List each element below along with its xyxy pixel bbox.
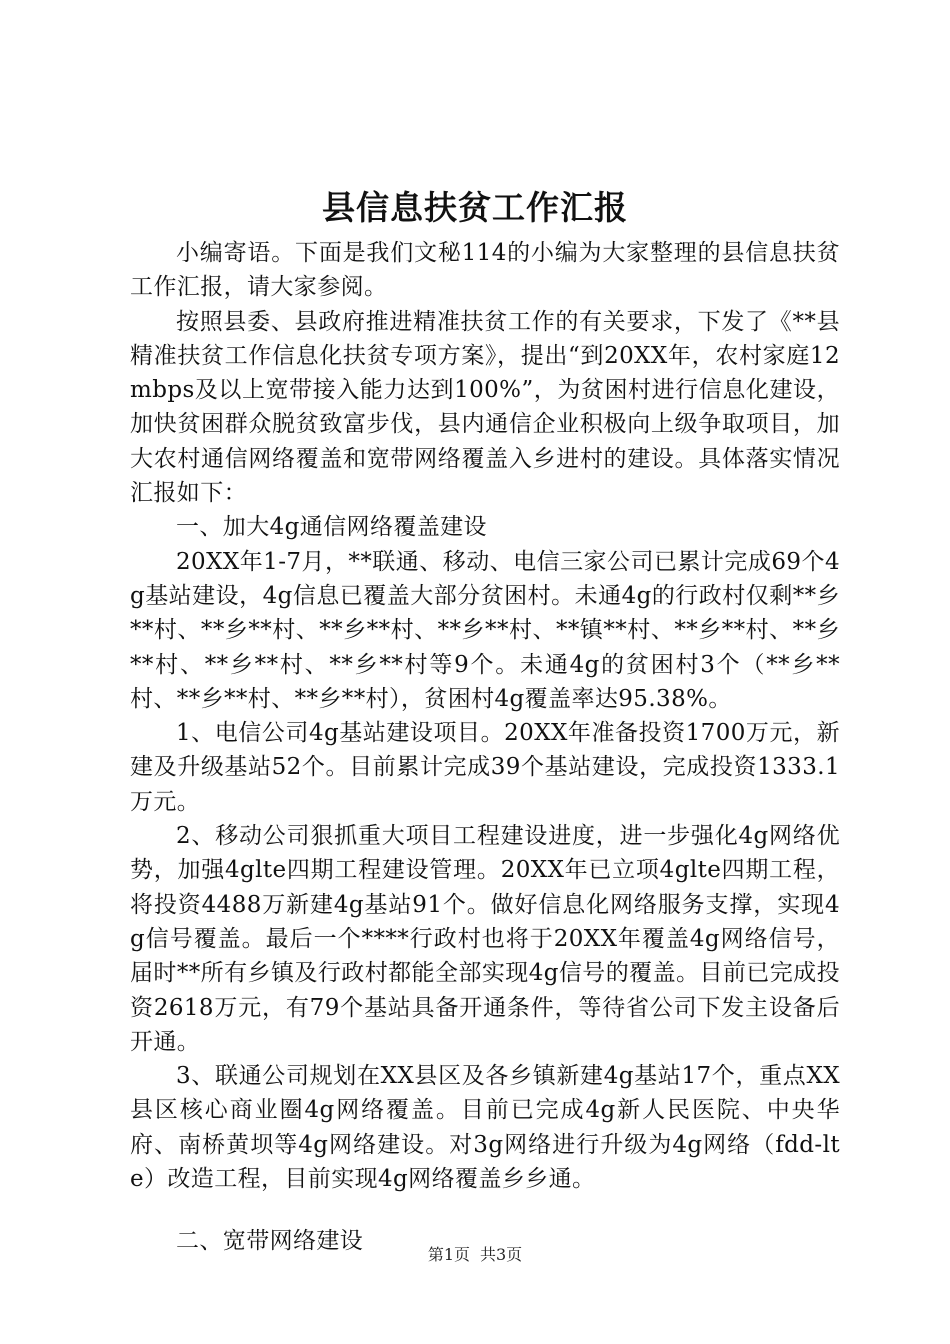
paragraph-4g-summary: 20XX年1-7月，**联通、移动、电信三家公司已累计完成69个4g基站建设，4g信息已覆盖大部分贫困村。未通4g的行政村仅剩**乡**村、**乡**村、**乡**村、**乡**村、**镇**村、**乡**村、**乡**村、**乡**村、**乡**村等9个。未通4g的贫困村3个（**乡**村、**乡**村、**乡**村），贫困村4g覆盖率达95.38%。 bbox=[130, 548, 840, 712]
paragraph-background: 按照县委、县政府推进精准扶贫工作的有关要求，下发了《**县精准扶贫工作信息化扶贫专项方案》，提出“到20XX年，农村家庭12mbps及以上宽带接入能力达到100%”，为贫困村进行信息化建设，加快贫困群众脱贫致富步伐，县内通信企业积极向上级争取项目，加大农村通信网络覆盖和宽带网络覆盖入乡进村的建设。具体落实情况汇报如下： bbox=[130, 308, 840, 507]
paragraph-unicom: 3、联通公司规划在XX县区及各乡镇新建4g基站17个，重点XX县区核心商业圈4g网络覆盖。目前已完成4g新人民医院、中央华府、南桥黄坝等4g网络建设。对3g网络进行升级为4g网络（fdd-lte）改造工程，目前实现4g网络覆盖乡乡通。 bbox=[130, 1063, 840, 1193]
paragraph-intro: 小编寄语。下面是我们文秘114的小编为大家整理的县信息扶贫工作汇报，请大家参阅。 bbox=[130, 240, 840, 301]
section-heading-broadband: 二、宽带网络建设 bbox=[176, 1228, 364, 1255]
page-footer bbox=[0, 1245, 950, 1265]
page-number: 第1页 bbox=[427, 1245, 470, 1264]
document-body bbox=[130, 236, 840, 1259]
document-title: 县信息扶贫工作汇报 bbox=[322, 188, 628, 227]
page-total: 共3页 bbox=[480, 1245, 523, 1264]
section-heading-4g: 一、加大4g通信网络覆盖建设 bbox=[176, 514, 487, 541]
paragraph-mobile: 2、移动公司狠抓重大项目工程建设进度，进一步强化4g网络优势，加强4glte四期工程建设管理。20XX年已立项4glte四期工程，将投资4488万新建4g基站91个。做好信息化网络服务支撑，实现4g信号覆盖。最后一个****行政村也将于20XX年覆盖4g网络信号，届时**所有乡镇及行政村都能全部实现4g信号的覆盖。目前已完成投资2618万元，有79个基站具备开通条件，等待省公司下发主设备后开通。 bbox=[130, 823, 840, 1055]
paragraph-telecom: 1、电信公司4g基站建设项目。20XX年准备投资1700万元，新建及升级基站52个。目前累计完成39个基站建设，完成投资1333.1万元。 bbox=[130, 720, 840, 815]
